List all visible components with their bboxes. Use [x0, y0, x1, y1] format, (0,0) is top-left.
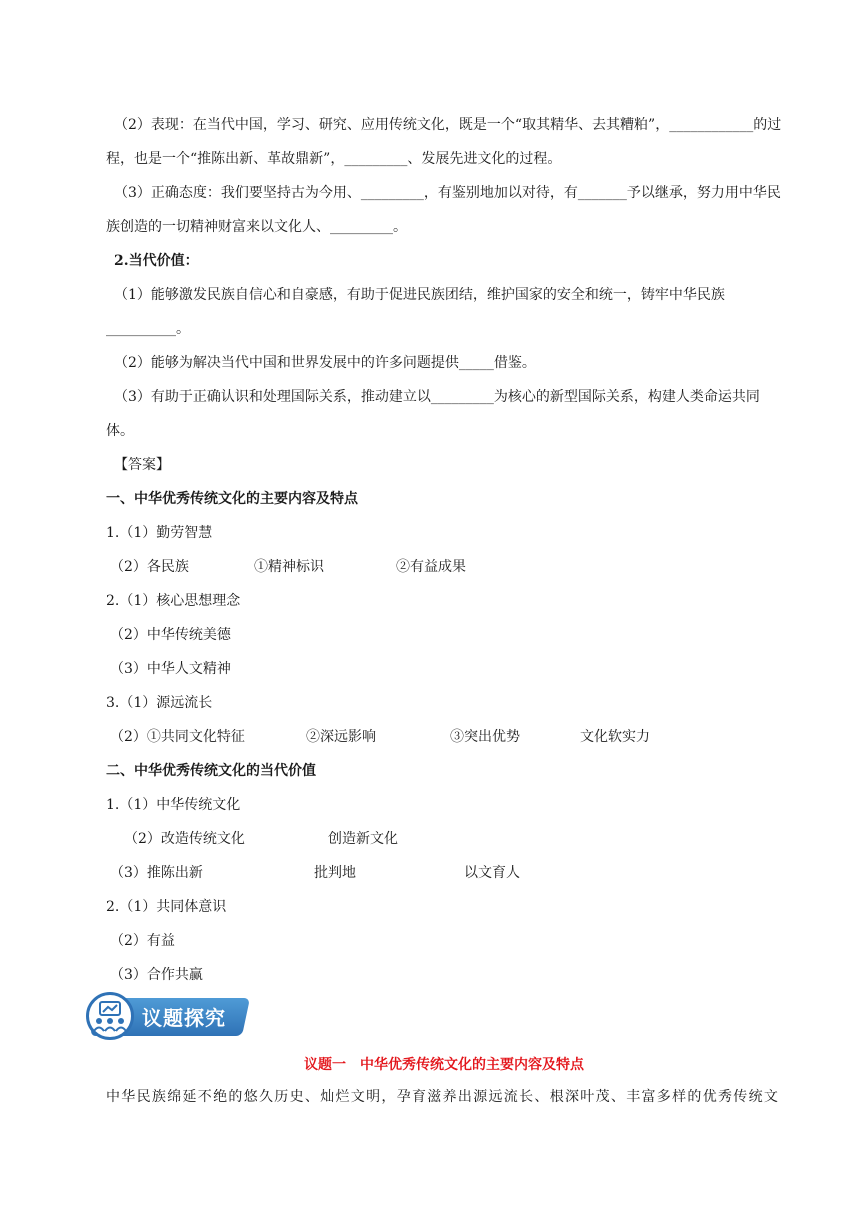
value-heading: 2.当代价值：	[114, 253, 199, 269]
topic-exploration-banner	[86, 992, 254, 1040]
answer-b2-1: 2.（1）共同体意识	[106, 899, 227, 915]
section-heading-2: 二、中华优秀传统文化的当代价值	[106, 763, 316, 779]
answer-b1-2-a: （2）改造传统文化	[124, 831, 245, 847]
answer-3-2-d: 文化软实力	[580, 729, 650, 745]
question-manifest: （2）表现：在当代中国，学习、研究、应用传统文化，既是一个“取其精华、去其糟粕”，____________的过程，也是一个“推陈出新、革故鼎新”，_________、发展先进文化的过程。	[106, 117, 782, 167]
answer-2-2: （2）中华传统美德	[110, 627, 231, 643]
answer-b1-3-b: 批判地	[314, 865, 356, 881]
section-heading-1: 一、中华优秀传统文化的主要内容及特点	[106, 491, 358, 507]
answer-b1-3-a: （3）推陈出新	[110, 865, 203, 881]
banner-label: 议题探究	[142, 1006, 226, 1030]
intro-paragraph: 中华民族绵延不绝的悠久历史、灿烂文明，孕育滋养出源远流长、根深叶茂、丰富多样的优秀传统文	[106, 1089, 780, 1105]
answer-3-2-a: （2）①共同文化特征	[110, 729, 245, 745]
answer-b1-2-b: 创造新文化	[328, 831, 398, 847]
answer-3-2-b: ②深远影响	[306, 729, 376, 745]
answer-3-2-c: ③突出优势	[450, 729, 520, 745]
answer-2-1: 2.（1）核心思想理念	[106, 593, 241, 609]
answer-label: 【答案】	[114, 457, 170, 473]
value-item-3: （3）有助于正确认识和处理国际关系，推动建立以_________为核心的新型国际关系，构建人类命运共同体。	[106, 389, 760, 439]
question-attitude: （3）正确态度：我们要坚持古为今用、_________，有鉴别地加以对待，有_______予以继承，努力用中华民族创造的一切精神财富来以文化人、_________。	[106, 185, 781, 235]
value-item-2: （2）能够为解决当代中国和世界发展中的许多问题提供_____借鉴。	[114, 355, 536, 371]
answer-b2-3: （3）合作共赢	[110, 967, 203, 983]
answer-1-2-b: ①精神标识	[254, 559, 324, 575]
answer-1-2-c: ②有益成果	[396, 559, 466, 575]
answer-3-1: 3.（1）源远流长	[106, 695, 213, 711]
value-item-1: （1）能够激发民族自信心和自豪感，有助于促进民族团结，维护国家的安全和统一，铸牢中华民族__________。	[106, 287, 725, 337]
answer-2-3: （3）中华人文精神	[110, 661, 231, 677]
answer-b1-1: 1.（1）中华传统文化	[106, 797, 241, 813]
answer-1-1: 1.（1）勤劳智慧	[106, 525, 213, 541]
topic-title: 议题一 中华优秀传统文化的主要内容及特点	[304, 1057, 584, 1073]
people-presentation-icon	[86, 992, 134, 1040]
answer-b1-3-c: 以文育人	[464, 865, 520, 881]
answer-1-2-a: （2）各民族	[110, 559, 189, 575]
answer-b2-2: （2）有益	[110, 933, 175, 949]
